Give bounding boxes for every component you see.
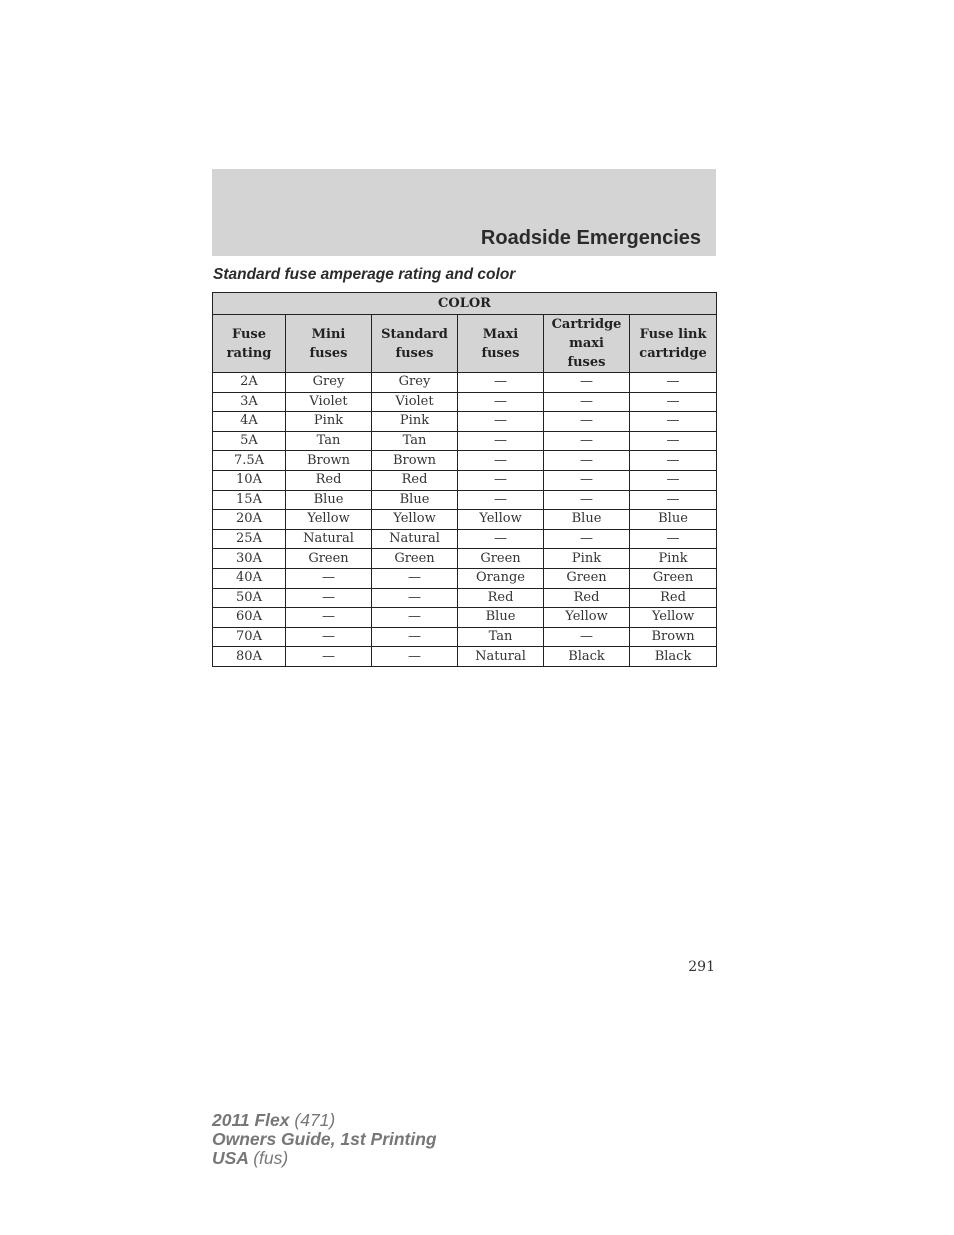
table-row [213, 529, 717, 549]
table-cell: — [544, 373, 630, 393]
table-cell: 70A [213, 627, 286, 647]
table-cell: Grey [286, 373, 372, 393]
column-header-line: Mini [311, 326, 346, 342]
column-header-line: Cartridge [551, 317, 622, 332]
footer-market: USA [212, 1148, 249, 1168]
footer-market-code: (fus) [253, 1148, 289, 1168]
footer-model-code: (471) [294, 1110, 336, 1130]
table-body [213, 373, 717, 667]
section-header-band [212, 169, 716, 256]
table-group-header: COLOR [213, 293, 717, 315]
table-cell: Natural [458, 647, 544, 667]
table-row [213, 470, 717, 490]
table-cell: Natural [286, 529, 372, 549]
table-cell: 25A [213, 529, 286, 549]
table-cell: — [372, 647, 458, 667]
column-header-line: fuses [395, 345, 434, 361]
table-cell: Brown [372, 451, 458, 471]
footer-line-2 [212, 1130, 437, 1149]
table-cell: — [372, 588, 458, 608]
table-cell: Blue [286, 490, 372, 510]
table-cell: — [630, 451, 717, 471]
table-cell: — [286, 568, 372, 588]
table-cell: Tan [286, 431, 372, 451]
chapter-title: Roadside Emergencies [480, 227, 701, 249]
table-cell: Black [544, 647, 630, 667]
column-header-line: fuses [567, 355, 606, 370]
table-cell: — [458, 373, 544, 393]
column-header-line: Fuse [231, 326, 267, 342]
table-cell: Blue [458, 608, 544, 628]
page-number: 291 [688, 959, 715, 975]
table-cell: 7.5A [213, 451, 286, 471]
table-cell: Green [458, 549, 544, 569]
table-row [213, 431, 717, 451]
column-header-line: rating [226, 345, 272, 361]
table-cell: — [630, 529, 717, 549]
table-cell: Red [372, 470, 458, 490]
table-cell: 20A [213, 510, 286, 530]
table-cell: Brown [630, 627, 717, 647]
table-cell: Brown [286, 451, 372, 471]
table-row [213, 451, 717, 471]
table-cell: — [630, 373, 717, 393]
footer-line-1 [212, 1111, 437, 1130]
table-row [213, 490, 717, 510]
table-cell: Grey [372, 373, 458, 393]
column-header [458, 315, 544, 373]
fuse-table [212, 292, 717, 667]
table-cell: Black [630, 647, 717, 667]
table-cell: Pink [372, 412, 458, 432]
column-header [630, 315, 717, 373]
table-cell: — [458, 431, 544, 451]
table-cell: Blue [372, 490, 458, 510]
table-cell: 10A [213, 470, 286, 490]
table-cell: Blue [544, 510, 630, 530]
table-cell: 30A [213, 549, 286, 569]
table-cell: — [630, 431, 717, 451]
table-cell: Yellow [630, 608, 717, 628]
table-row [213, 588, 717, 608]
table-cell: 15A [213, 490, 286, 510]
table-cell: 5A [213, 431, 286, 451]
table-cell: 60A [213, 608, 286, 628]
table-cell: 50A [213, 588, 286, 608]
table-cell: — [458, 451, 544, 471]
table-row [213, 647, 717, 667]
table-cell: Yellow [544, 608, 630, 628]
table-row [213, 627, 717, 647]
table-row [213, 568, 717, 588]
table-header-row [213, 315, 717, 373]
table-cell: — [286, 588, 372, 608]
footer-guide: Owners Guide, 1st Printing [212, 1129, 437, 1149]
column-header-line: maxi [569, 336, 604, 351]
table-cell: Tan [458, 627, 544, 647]
table-cell: — [544, 490, 630, 510]
table-cell: Yellow [458, 510, 544, 530]
table-cell: Green [544, 568, 630, 588]
column-header [286, 315, 372, 373]
column-header [213, 315, 286, 373]
table-cell: Red [630, 588, 717, 608]
table-cell: — [544, 627, 630, 647]
table-cell: Red [544, 588, 630, 608]
table-cell: Green [372, 549, 458, 569]
table-cell: 40A [213, 568, 286, 588]
table-cell: — [286, 647, 372, 667]
footer-line-3 [212, 1149, 437, 1168]
column-header-line: fuses [481, 345, 520, 361]
footer [212, 1111, 437, 1168]
table-row [213, 412, 717, 432]
column-header [372, 315, 458, 373]
table-cell: — [458, 412, 544, 432]
table-cell: — [372, 608, 458, 628]
section-title: Standard fuse amperage rating and color [213, 266, 516, 283]
column-header-line: Maxi [482, 326, 519, 342]
table-cell: Pink [630, 549, 717, 569]
table-cell: 2A [213, 373, 286, 393]
table-cell: — [458, 470, 544, 490]
table-cell: — [286, 627, 372, 647]
table-row [213, 373, 717, 393]
column-header [544, 315, 630, 373]
table-cell: Orange [458, 568, 544, 588]
table-cell: — [458, 529, 544, 549]
table-cell: Green [630, 568, 717, 588]
table-cell: Green [286, 549, 372, 569]
table-row [213, 510, 717, 530]
table-row [213, 549, 717, 569]
table-cell: Violet [372, 392, 458, 412]
table-cell: — [630, 490, 717, 510]
table-cell: — [544, 431, 630, 451]
table-row [213, 392, 717, 412]
table-cell: — [458, 392, 544, 412]
table-cell: — [544, 451, 630, 471]
table-cell: 3A [213, 392, 286, 412]
table-cell: 4A [213, 412, 286, 432]
column-header-line: Fuse link [639, 326, 707, 342]
table-cell: — [372, 627, 458, 647]
table-cell: Red [458, 588, 544, 608]
table-cell: — [372, 568, 458, 588]
table-cell: — [286, 608, 372, 628]
table-cell: Pink [286, 412, 372, 432]
footer-model: 2011 Flex [212, 1110, 290, 1130]
table-cell: 80A [213, 647, 286, 667]
table-row [213, 608, 717, 628]
column-header-line: Standard [381, 326, 448, 342]
table-cell: — [630, 412, 717, 432]
table-cell: — [544, 470, 630, 490]
table-cell: Natural [372, 529, 458, 549]
table-cell: Pink [544, 549, 630, 569]
table-cell: Violet [286, 392, 372, 412]
table-cell: Yellow [286, 510, 372, 530]
table-cell: — [544, 412, 630, 432]
table-cell: — [630, 392, 717, 412]
column-header-line: cartridge [639, 345, 707, 361]
table-cell: Tan [372, 431, 458, 451]
table-cell: — [630, 470, 717, 490]
table-cell: Red [286, 470, 372, 490]
table-cell: — [544, 529, 630, 549]
column-header-line: fuses [309, 345, 348, 361]
table-cell: Yellow [372, 510, 458, 530]
table-cell: — [458, 490, 544, 510]
table-cell: — [544, 392, 630, 412]
table-cell: Blue [630, 510, 717, 530]
